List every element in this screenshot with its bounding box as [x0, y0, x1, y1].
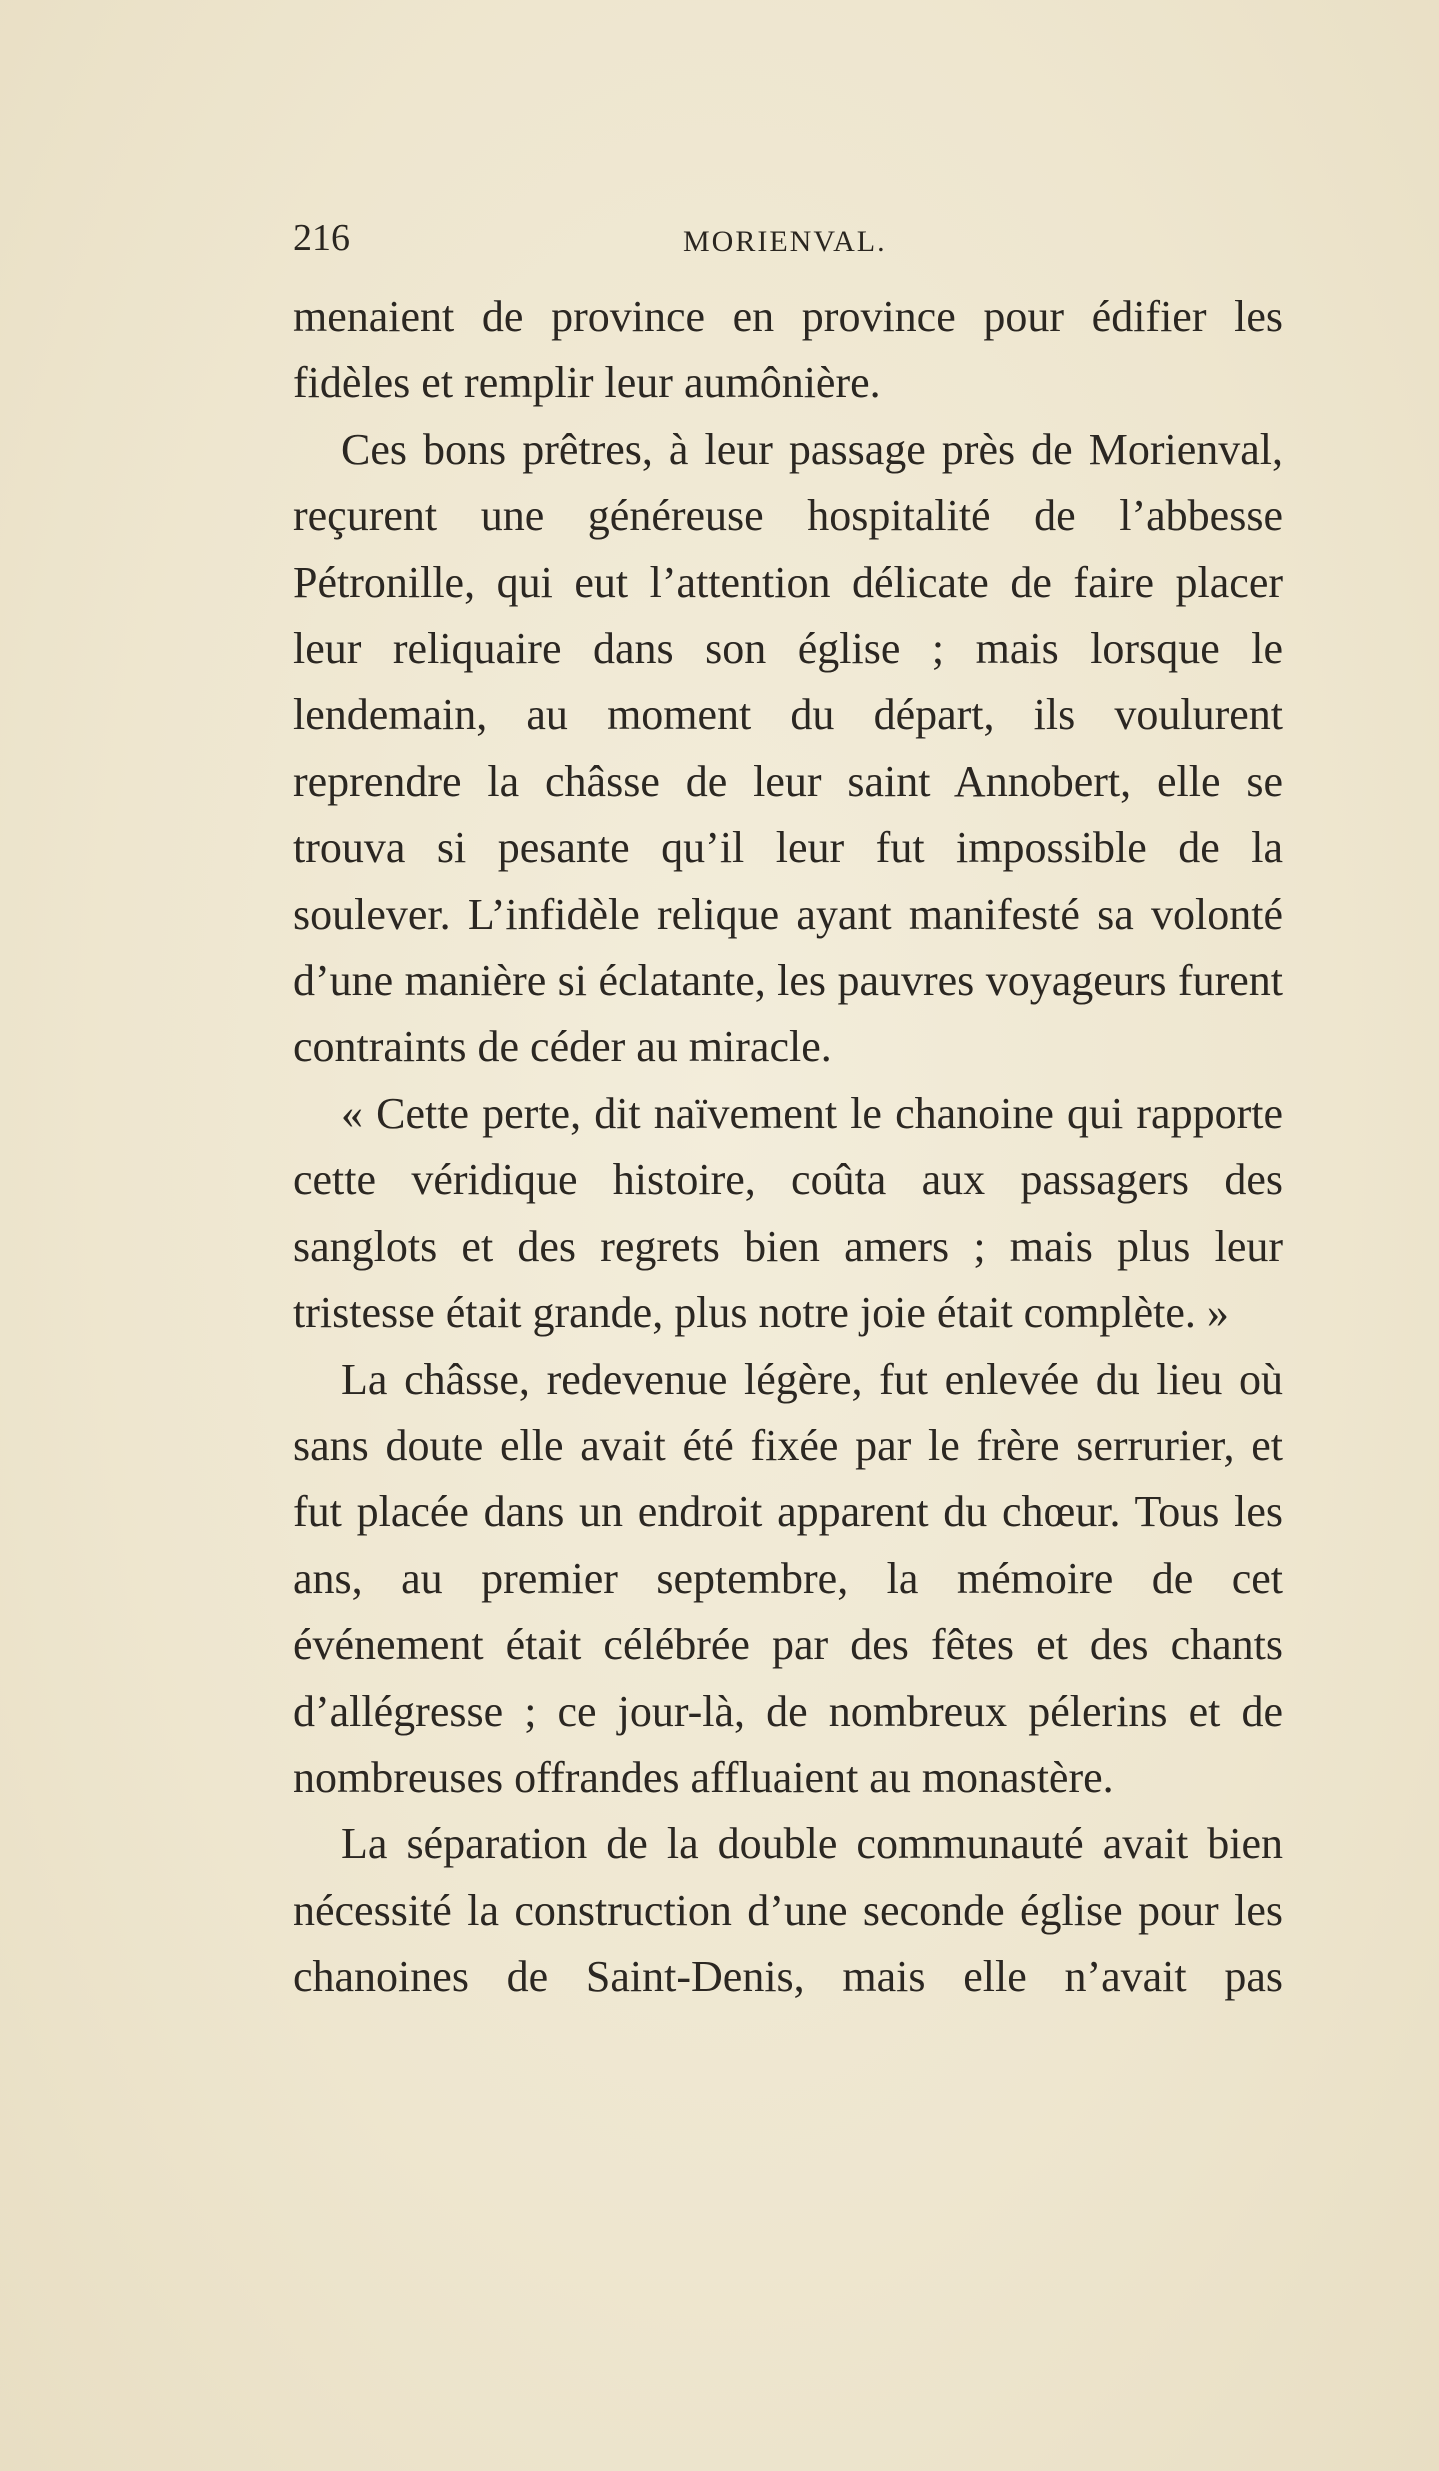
page-header	[293, 208, 1283, 268]
paragraph-3: « Cette perte, dit naïvement le chanoine qui rapporte cette véridique histoire, coûta aux passagers des sanglots et des regrets bien amers ; mais plus leur tristesse était grande, plus notre joie était complète. »	[293, 1088, 1283, 1338]
paragraph-4: La châsse, redevenue légère, fut enlevée du lieu où sans doute elle avait été fixée par le frère serrurier, et fut placée dans un endroit apparent du chœur. Tous les ans, au premier septembre, la mémoire de cet événement était célébrée par des fêtes et des chants d’allégresse ; ce jour-là, de nombreux pélerins et de nombreuses offrandes affluaient au monastère.	[293, 1354, 1283, 1802]
paragraph-2: Ces bons prêtres, à leur passage près de Morienval, reçurent une généreuse hospitalité de l’abbesse Pétronille, qui eut l’attention délicate de faire placer leur reliquaire dans son église ; mais lorsque le lendemain, au moment du départ, ils voulurent reprendre la châsse de leur saint Annobert, elle se trouva si pesante qu’il leur fut impossible de la soulever. L’infidèle relique ayant manifesté sa volonté d’une manière si éclatante, les pauvres voyageurs furent contraints de céder au miracle.	[293, 424, 1283, 1072]
page-number: 216	[293, 217, 350, 259]
paragraph-5: La séparation de la double communauté avait bien nécessité la construction d’une seconde église pour les chanoines de Saint-Denis, mais elle n’avait pas	[293, 1819, 1283, 2002]
paragraph-1: menaient de province en province pour édifier les fidèles et remplir leur aumônière.	[293, 292, 1283, 408]
running-title: MORIENVAL.	[683, 225, 887, 258]
body-text	[293, 284, 1283, 2011]
